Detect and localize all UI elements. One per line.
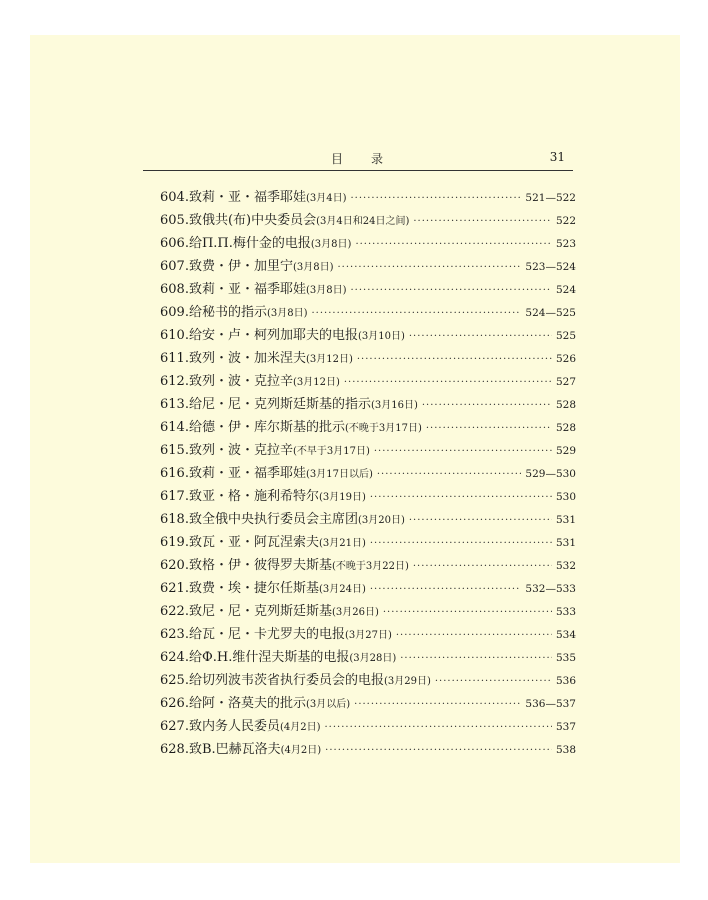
entry-pages: 530 [555, 491, 576, 503]
toc-entry [160, 278, 576, 301]
entry-number: 623. [160, 627, 189, 642]
dot-leader [400, 647, 552, 670]
toc-entry [160, 393, 576, 416]
entry-date: (3月27日) [344, 630, 392, 641]
entry-date: (3月21日) [318, 538, 366, 549]
entry-title: 致费・埃・捷尔任斯基 [188, 581, 319, 596]
toc-entry [160, 669, 576, 692]
dot-leader [357, 348, 552, 371]
dot-leader [409, 325, 552, 348]
entry-pages: 531 [555, 514, 576, 526]
entry-number: 616. [160, 466, 189, 481]
entry-pages: 524 [555, 284, 576, 296]
dot-leader [370, 578, 522, 601]
toc-entry [160, 416, 576, 439]
entry-title: 致费・伊・加里宁 [188, 259, 293, 274]
toc-entry [160, 439, 576, 462]
dot-leader [409, 509, 552, 532]
entry-number: 626. [160, 696, 189, 711]
entry-date: (不晚于3月22日) [331, 561, 409, 572]
page-number: 31 [549, 150, 565, 164]
entry-date: (3月24日) [318, 584, 366, 595]
entry-number: 610. [160, 328, 189, 343]
entry-pages: 526 [555, 353, 576, 365]
toc-entry [160, 209, 576, 232]
toc-entry [160, 370, 576, 393]
entry-number: 614. [160, 420, 189, 435]
entry-date: (4月2日) [279, 722, 321, 733]
entry-number: 617. [160, 489, 189, 504]
toc-entry [160, 485, 576, 508]
entry-title: 致全俄中央执行委员会主席团 [188, 512, 358, 527]
toc-entry [160, 715, 576, 738]
toc-entry [160, 623, 576, 646]
entry-number: 606. [160, 236, 189, 251]
dot-leader [383, 601, 552, 624]
table-of-contents [160, 186, 576, 761]
entry-number: 613. [160, 397, 189, 412]
entry-pages: 536—537 [525, 698, 576, 710]
dot-leader [413, 210, 552, 233]
entry-date: (3月12日) [305, 354, 353, 365]
entry-number: 607. [160, 259, 189, 274]
entry-pages: 521—522 [525, 192, 576, 204]
entry-pages: 532 [555, 560, 576, 572]
dot-leader [351, 187, 522, 210]
entry-title: 给秘书的指示 [188, 305, 267, 320]
entry-pages: 532—533 [525, 583, 576, 595]
entry-date: (不晚于3月17日) [344, 423, 422, 434]
entry-number: 628. [160, 742, 189, 757]
dot-leader [374, 440, 552, 463]
entry-number: 621. [160, 581, 189, 596]
dot-leader [325, 739, 552, 762]
entry-title: 给阿・洛莫夫的批示 [188, 696, 306, 711]
entry-number: 619. [160, 535, 189, 550]
dot-leader [312, 302, 522, 325]
entry-title: 致格・伊・彼得罗夫斯基 [188, 558, 332, 573]
dot-leader [354, 693, 521, 716]
entry-pages: 528 [555, 399, 576, 411]
entry-number: 609. [160, 305, 189, 320]
entry-pages: 522 [555, 215, 576, 227]
entry-number: 618. [160, 512, 189, 527]
entry-pages: 528 [555, 422, 576, 434]
entry-number: 624. [160, 650, 189, 665]
toc-entry [160, 324, 576, 347]
dot-leader [325, 716, 552, 739]
entry-pages: 523 [555, 238, 576, 250]
dot-leader [338, 256, 522, 279]
header-title: 目录 [331, 152, 412, 166]
entry-date: (3月19日) [318, 492, 366, 503]
entry-title: 给瓦・尼・卡尤罗夫的电报 [188, 627, 345, 642]
entry-number: 620. [160, 558, 189, 573]
dot-leader [422, 394, 552, 417]
entry-title: 致俄共(布)中央委员会 [188, 213, 317, 228]
entry-pages: 529 [555, 445, 576, 457]
entry-date: (3月10日) [357, 331, 405, 342]
entry-number: 622. [160, 604, 189, 619]
dot-leader [344, 371, 552, 394]
toc-entry [160, 232, 576, 255]
entry-pages: 529—530 [525, 468, 576, 480]
entry-pages: 537 [555, 721, 576, 733]
entry-date: (3月8日) [310, 239, 352, 250]
entry-title: 致列・波・克拉辛 [188, 374, 293, 389]
dot-leader [413, 555, 552, 578]
entry-pages: 527 [555, 376, 576, 388]
entry-date: (不早于3月17日) [292, 446, 370, 457]
toc-entry [160, 255, 576, 278]
toc-entry [160, 692, 576, 715]
entry-date: (3月8日) [305, 285, 347, 296]
dot-leader [355, 233, 552, 256]
entry-title: 致亚・格・施利希特尔 [188, 489, 319, 504]
entry-title: 致尼・尼・克列斯廷斯基 [188, 604, 332, 619]
toc-entry [160, 738, 576, 761]
dot-leader [396, 624, 552, 647]
entry-title: 给安・卢・柯列加耶夫的电报 [188, 328, 358, 343]
entry-title: 致列・波・克拉辛 [188, 443, 293, 458]
entry-date: (3月16日) [370, 400, 418, 411]
entry-date: (3月8日) [266, 308, 308, 319]
entry-date: (3月8日) [292, 262, 334, 273]
toc-entry [160, 600, 576, 623]
entry-pages: 534 [555, 629, 576, 641]
toc-entry [160, 508, 576, 531]
toc-entry [160, 301, 576, 324]
entry-date: (3月12日) [292, 377, 340, 388]
entry-pages: 524—525 [525, 307, 576, 319]
entry-title: 致瓦・亚・阿瓦涅索夫 [188, 535, 319, 550]
dot-leader [351, 279, 552, 302]
toc-entry [160, 577, 576, 600]
entry-date: (3月以后) [305, 699, 351, 710]
entry-title: 给尼・尼・克列斯廷斯基的指示 [188, 397, 371, 412]
entry-date: (3月4日) [305, 193, 347, 204]
dot-leader [377, 463, 522, 486]
running-header [143, 150, 573, 171]
entry-pages: 533 [555, 606, 576, 618]
entry-date: (3月17日以后) [305, 469, 373, 480]
entry-title: 致莉・亚・福季耶娃 [188, 466, 306, 481]
dot-leader [435, 670, 552, 693]
entry-number: 604. [160, 190, 189, 205]
entry-date: (4月2日) [280, 745, 322, 756]
entry-date: (3月26日) [331, 607, 379, 618]
entry-date: (3月20日) [357, 515, 405, 526]
entry-pages: 531 [555, 537, 576, 549]
entry-date: (3月28日) [349, 653, 397, 664]
entry-number: 612. [160, 374, 189, 389]
entry-pages: 535 [555, 652, 576, 664]
entry-number: 605. [160, 213, 189, 228]
entry-pages: 525 [555, 330, 576, 342]
entry-pages: 536 [555, 675, 576, 687]
dot-leader [370, 532, 552, 555]
entry-title: 给切列波韦茨省执行委员会的电报 [188, 673, 384, 688]
entry-title: 给Ф.Н.维什涅夫斯基的电报 [188, 650, 350, 665]
entry-pages: 538 [555, 744, 576, 756]
entry-title: 致列・波・加米涅夫 [188, 351, 306, 366]
entry-pages: 523—524 [525, 261, 576, 273]
entry-title: 致莉・亚・福季耶娃 [188, 190, 306, 205]
toc-entry [160, 462, 576, 485]
entry-number: 611. [160, 351, 189, 366]
toc-entry [160, 531, 576, 554]
toc-entry [160, 347, 576, 370]
entry-number: 627. [160, 719, 189, 734]
toc-entry [160, 554, 576, 577]
entry-date: (3月4日和24日之间) [316, 216, 410, 227]
entry-title: 致B.巴赫瓦洛夫 [188, 742, 281, 757]
toc-entry [160, 646, 576, 669]
toc-entry [160, 186, 576, 209]
entry-title: 致莉・亚・福季耶娃 [188, 282, 306, 297]
entry-number: 615. [160, 443, 189, 458]
entry-title: 给德・伊・库尔斯基的批示 [188, 420, 345, 435]
entry-title: 给П.П.梅什金的电报 [188, 236, 311, 251]
entry-title: 致内务人民委员 [188, 719, 280, 734]
entry-date: (3月29日) [383, 676, 431, 687]
dot-leader [370, 486, 552, 509]
entry-number: 608. [160, 282, 189, 297]
dot-leader [426, 417, 552, 440]
entry-number: 625. [160, 673, 189, 688]
